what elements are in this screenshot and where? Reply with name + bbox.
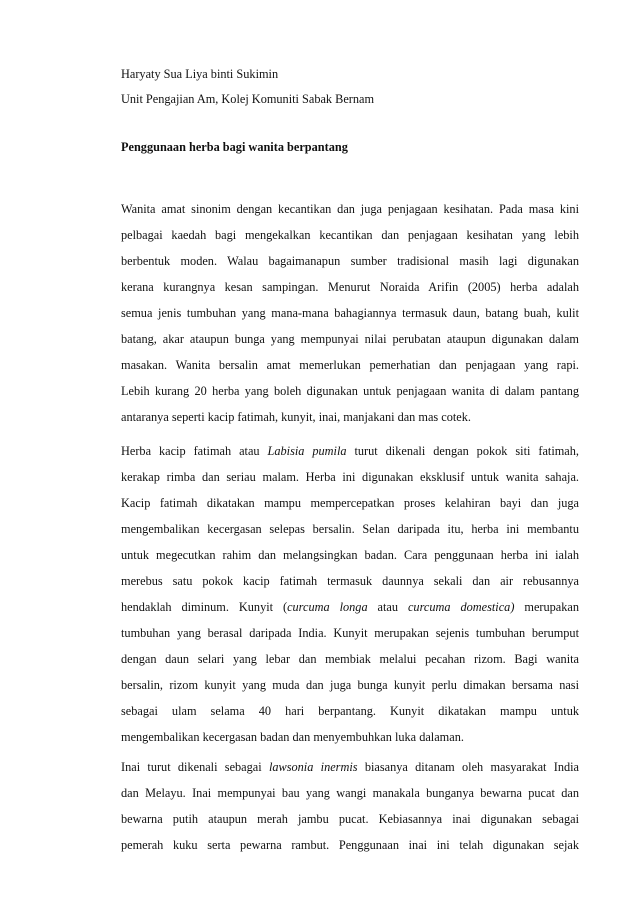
author-affiliation: Unit Pengajian Am, Kolej Komuniti Sabak Bernam bbox=[121, 92, 375, 106]
paragraph-line: untuk megecutkan rahim dan melangsingkan badan. Cara penggunaan herba ini ialah bbox=[121, 548, 579, 562]
paragraph-line: Kacip fatimah dikatakan mampu mempercepatkan proses kelahiran bayi dan juga bbox=[121, 496, 579, 510]
text-run: hendaklah diminum. Kunyit ( bbox=[121, 600, 288, 614]
author-name: Haryaty Sua Liya binti Sukimin bbox=[121, 67, 279, 81]
paragraph-line: masakan. Wanita bersalin amat memerlukan pemerhatian dan penjagaan yang rapi. bbox=[121, 358, 579, 372]
paragraph-line: bersalin, rizom kunyit yang muda dan juga bunga kunyit perlu dimakan bersama nasi bbox=[121, 678, 579, 692]
paragraph-line: semua jenis tumbuhan yang mana-mana bahagiannya termasuk daun, batang buah, kulit bbox=[121, 306, 579, 320]
paragraph-line: antaranya seperti kacip fatimah, kunyit, inai, manjakani dan mas cotek. bbox=[121, 410, 471, 424]
paragraph-line: dengan daun selari yang lebar dan membiak melalui pecahan rizom. Bagi wanita bbox=[121, 652, 579, 666]
scientific-name: lawsonia inermis bbox=[268, 760, 358, 774]
paragraph-line: kerana kurangnya kesan sampingan. Menurut Noraida Arifin (2005) herba adalah bbox=[121, 280, 579, 294]
paragraph-line: kerakap rimba dan seriau malam. Herba ini digunakan eksklusif untuk wanita sahaja. bbox=[121, 470, 579, 484]
paragraph-line: mengembalikan kecergasan badan dan menyembuhkan luka dalaman. bbox=[121, 730, 464, 744]
text-run: Herba kacip fatimah atau bbox=[121, 444, 268, 458]
text-run: biasanya ditanam oleh masyarakat India bbox=[357, 760, 580, 774]
article-title: Penggunaan herba bagi wanita berpantang bbox=[121, 140, 348, 154]
paragraph-line: berbentuk moden. Walau bagaimanapun sumber tradisional masih lagi digunakan bbox=[121, 254, 579, 268]
paragraph-line bbox=[121, 441, 579, 467]
paragraph-line: batang, akar ataupun bunga yang mempunyai nilai perubatan ataupun digunakan dalam bbox=[121, 332, 579, 346]
scientific-name: curcuma longa bbox=[287, 600, 368, 614]
author-block bbox=[121, 62, 581, 112]
paragraph-line bbox=[121, 757, 579, 783]
paragraph-line: pemerah kuku serta pewarna rambut. Penggunaan inai ini telah digunakan sejak bbox=[121, 838, 579, 852]
paragraph-line: sebagai ulam selama 40 hari berpantang. Kunyit dikatakan mampu untuk bbox=[121, 704, 579, 718]
paragraph-1 bbox=[121, 199, 579, 433]
paragraph-line: bewarna putih ataupun merah jambu pucat. Kebiasannya inai digunakan sebagai bbox=[121, 812, 579, 826]
text-run: turut dikenali dengan pokok siti fatimah, bbox=[346, 444, 579, 458]
text-run: Inai turut dikenali sebagai bbox=[121, 760, 269, 774]
paragraph-line: dan Melayu. Inai mempunyai bau yang wangi manakala bunganya bewarna pucat dan bbox=[121, 786, 579, 800]
paragraph-2 bbox=[121, 441, 579, 753]
paragraph-line: tumbuhan yang berasal daripada India. Kunyit merupakan sejenis tumbuhan berumput bbox=[121, 626, 579, 640]
paragraph-line: Wanita amat sinonim dengan kecantikan dan juga penjagaan kesihatan. Pada masa kini bbox=[121, 202, 579, 216]
text-run: merupakan bbox=[514, 600, 580, 614]
paragraph-line: Lebih kurang 20 herba yang boleh digunakan untuk penjagaan wanita di dalam pantang bbox=[121, 384, 579, 398]
paragraph-line bbox=[121, 597, 579, 623]
paragraph-line: pelbagai kaedah bagi mengekalkan kecantikan dan penjagaan kesihatan yang lebih bbox=[121, 228, 579, 242]
scientific-name: Labisia pumila bbox=[267, 444, 347, 458]
scientific-name: curcuma domestica) bbox=[407, 600, 515, 614]
paragraph-line: mengembalikan kecergasan selepas bersalin. Selan daripada itu, herba ini membantu bbox=[121, 522, 579, 536]
paragraph-3 bbox=[121, 757, 579, 861]
paragraph-line: merebus satu pokok kacip fatimah termasuk daunnya sekali dan air rebusannya bbox=[121, 574, 579, 588]
text-run: atau bbox=[367, 600, 408, 614]
